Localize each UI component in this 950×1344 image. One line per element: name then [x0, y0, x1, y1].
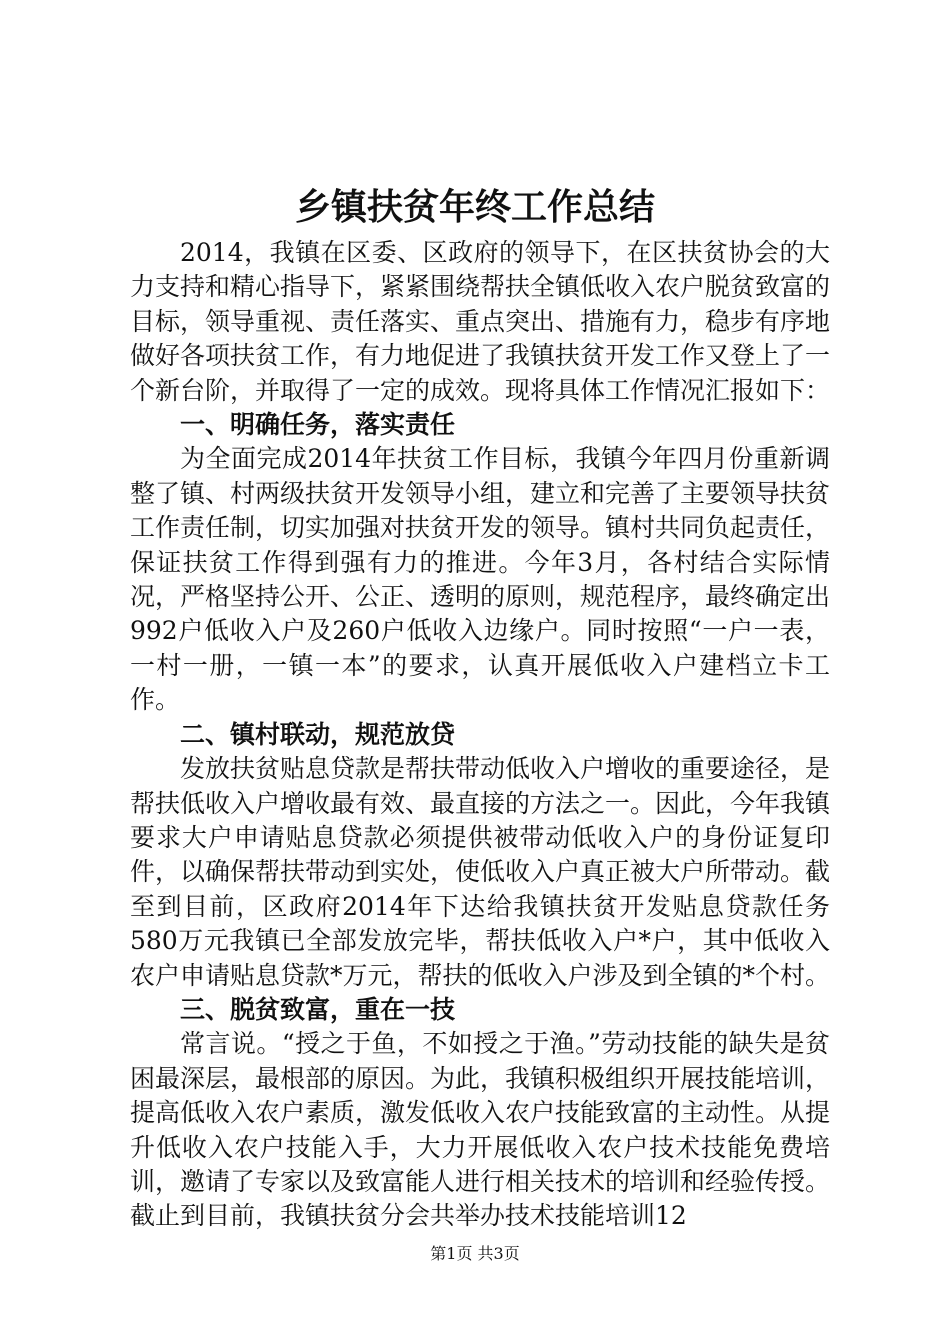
page-number-footer: 第1页 共3页	[430, 1244, 520, 1263]
section-paragraph: 为全面完成2014年扶贫工作目标，我镇今年四月份重新调整了镇、村两级扶贫开发领导小组，建立和完善了主要领导扶贫工作责任制，切实加强对扶贫开发的领导。镇村共同负起责任，保证扶贫工作得到强有力的推进。今年3月，各村结合实际情况，严格坚持公开、公正、透明的原则，规范程序，最终确定出992户低收入户及260户低收入边缘户。同时按照“一户一表，一村一册，一镇一本”的要求，认真开展低收入户建档立卡工作。	[130, 444, 831, 715]
section-heading: 二、镇村联动，规范放贷	[180, 719, 456, 749]
section-paragraph: 常言说。“授之于鱼，不如授之于渔。”劳动技能的缺失是贫困最深层，最根部的原因。为此，我镇积极组织开展技能培训，提高低收入农户素质，激发低收入农户技能致富的主动性。从提升低收入农户技能入手，大力开展低收入农户技术技能免费培训，邀请了专家以及致富能人进行相关技术的培训和经验传授。截止到目前，我镇扶贫分会共举办技术技能培训12	[130, 1029, 831, 1231]
document-body	[130, 236, 830, 1234]
intro-paragraph: 2014，我镇在区委、区政府的领导下，在区扶贫协会的大力支持和精心指导下，紧紧围绕帮扶全镇低收入农户脱贫致富的目标，领导重视、责任落实、重点突出、措施有力，稳步有序地做好各项扶贫工作，有力地促进了我镇扶贫开发工作又登上了一个新台阶，并取得了一定的成效。现将具体工作情况汇报如下：	[130, 238, 831, 405]
section-heading: 三、脱贫致富，重在一技	[180, 994, 456, 1024]
section-paragraph: 发放扶贫贴息贷款是帮扶带动低收入户增收的重要途径，是帮扶低收入户增收最有效、最直接的方法之一。因此，今年我镇要求大户申请贴息贷款必须提供被带动低收入户的身份证复印件，以确保帮扶带动到实处，使低收入户真正被大户所带动。截至到目前，区政府2014年下达给我镇扶贫开发贴息贷款任务580万元我镇已全部发放完毕，帮扶低收入户*户，其中低收入农户申请贴息贷款*万元，帮扶的低收入户涉及到全镇的*个村。	[130, 754, 831, 990]
section-heading: 一、明确任务，落实责任	[180, 410, 456, 440]
document-title: 乡镇扶贫年终工作总结	[294, 187, 655, 228]
